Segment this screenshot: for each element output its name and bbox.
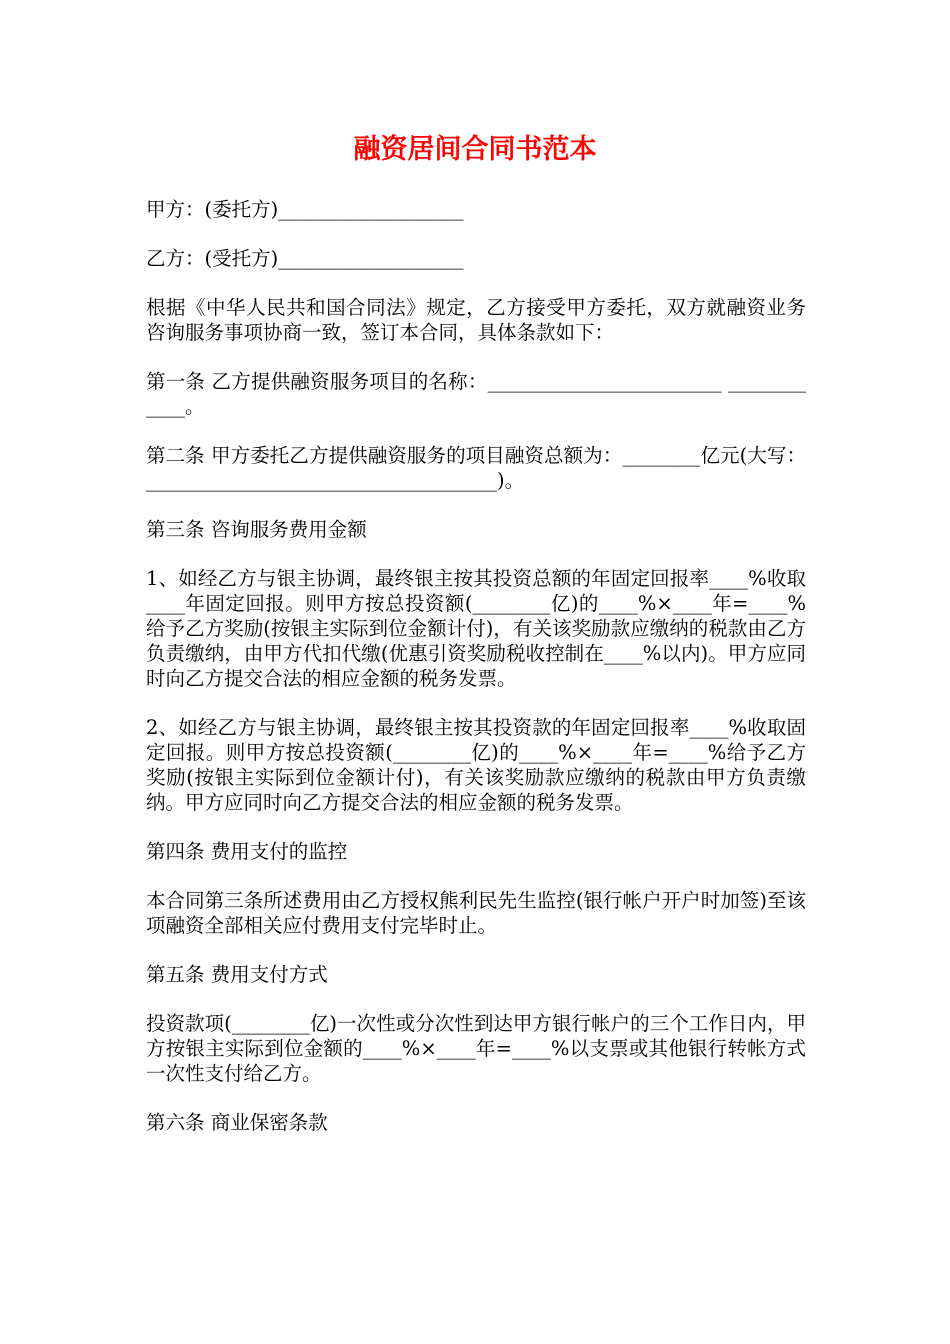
document-body [146,197,806,1159]
article-6-heading: 第六条 商业保密条款 [146,1111,328,1134]
party-a-line: 甲方：(委托方)___________________ [146,198,464,221]
preamble-paragraph: 根据《中华人民共和国合同法》规定，乙方接受甲方委托，双方就融资业务咨询服务事项协商一致，签订本合同，具体条款如下： [146,296,806,344]
article-3-heading: 第三条 咨询服务费用金额 [146,518,367,541]
article-4-body: 本合同第三条所述费用由乙方授权熊利民先生监控(银行帐户开户时加签)至该项融资全部相关应付费用支付完毕时止。 [146,889,806,937]
article-1: 第一条 乙方提供融资服务项目的名称：________________________ ____________。 [146,370,806,418]
article-3-item-1: 1、如经乙方与银主协调，最终银主按其投资总额的年固定回报率____%收取____年固定回报。则甲方按总投资额(________亿)的____%×____年=____%给予乙方奖励(按银主实际到位金额计付)，有关该奖励款应缴纳的税款由乙方负责缴纳，由甲方代扣代缴(优惠引资奖励税收控制在____%以内)。甲方应同时向乙方提交合法的相应金额的税务发票。 [146,567,806,690]
article-4-heading: 第四条 费用支付的监控 [146,840,348,863]
document-title: 融资居间合同书范本 [353,134,597,165]
article-2: 第二条 甲方委托乙方提供融资服务的项目融资总额为：________亿元(大写：____________________________________)。 [146,444,806,492]
party-b-line: 乙方：(受托方)___________________ [146,247,464,270]
article-5-heading: 第五条 费用支付方式 [146,963,328,986]
article-5-body: 投资款项(________亿)一次性或分次性到达甲方银行帐户的三个工作日内，甲方按银主实际到位金额的____%×____年=____%以支票或其他银行转帐方式一次性支付给乙方。 [146,1012,806,1085]
article-3-item-2: 2、如经乙方与银主协调，最终银主按其投资款的年固定回报率____%收取固定回报。则甲方按总投资额(________亿)的____%×____年=____%给予乙方奖励(按银主实际到位金额计付)，有关该奖励款应缴纳的税款由甲方负责缴纳。甲方应同时向乙方提交合法的相应金额的税务发票。 [146,716,806,814]
